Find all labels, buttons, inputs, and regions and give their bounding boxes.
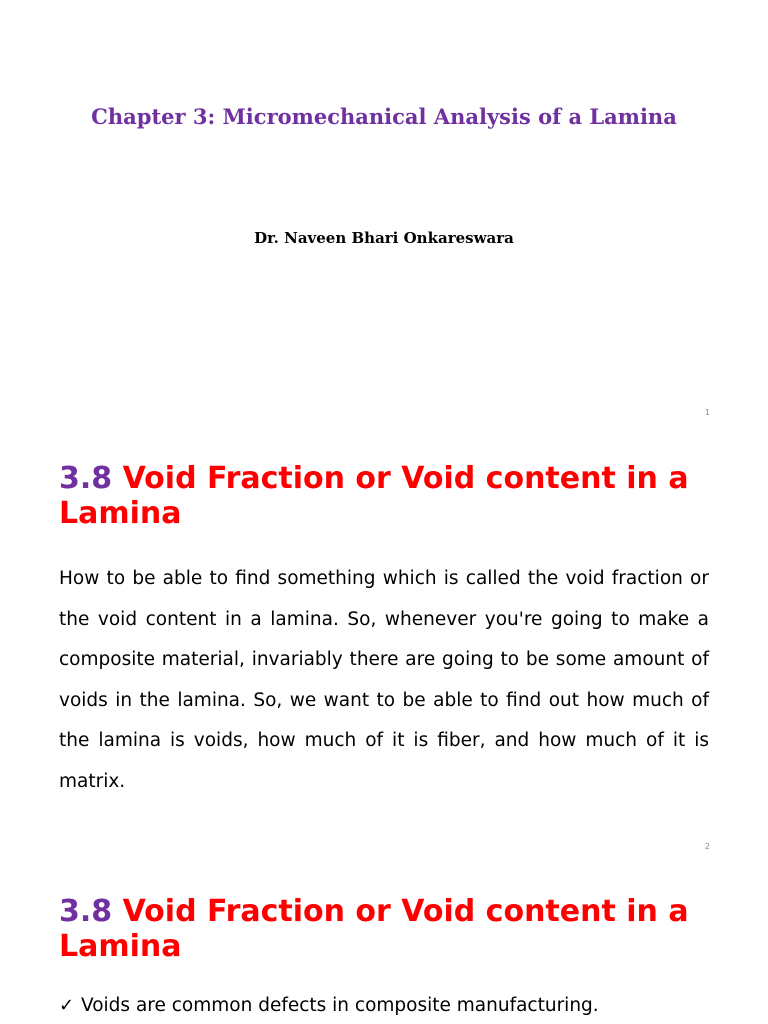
- section-heading: [59, 894, 719, 964]
- slide-3: [0, 866, 768, 1024]
- section-title: Void Fraction or Void content in a Lamina: [59, 461, 689, 531]
- section-number: 3.8: [59, 461, 113, 496]
- section-heading: [59, 461, 719, 531]
- section-title: Void Fraction or Void content in a Lamina: [59, 894, 689, 964]
- page-number: 1: [704, 408, 710, 417]
- check-icon: ✓: [59, 995, 75, 1016]
- page-number: 2: [704, 842, 710, 851]
- slide-2: [0, 433, 768, 866]
- bullet-text: Voids are common defects in composite manufacturing.: [81, 995, 599, 1016]
- slide-1: [0, 0, 768, 433]
- author-name: Dr. Naveen Bhari Onkareswara: [254, 229, 514, 247]
- section-number: 3.8: [59, 894, 113, 929]
- chapter-title: Chapter 3: Micromechanical Analysis of a Lamina: [91, 104, 677, 129]
- body-paragraph: How to be able to find something which is called the void fraction or the void content in a lamina. So, whenever you're going to make a composite material, invariably there are going to be some amount of voids in the lamina. So, we want to be able to find out how much of the lamina is voids, how much of it is fiber, and how much of it is matrix.: [59, 568, 709, 792]
- bullet-item: [59, 995, 719, 1016]
